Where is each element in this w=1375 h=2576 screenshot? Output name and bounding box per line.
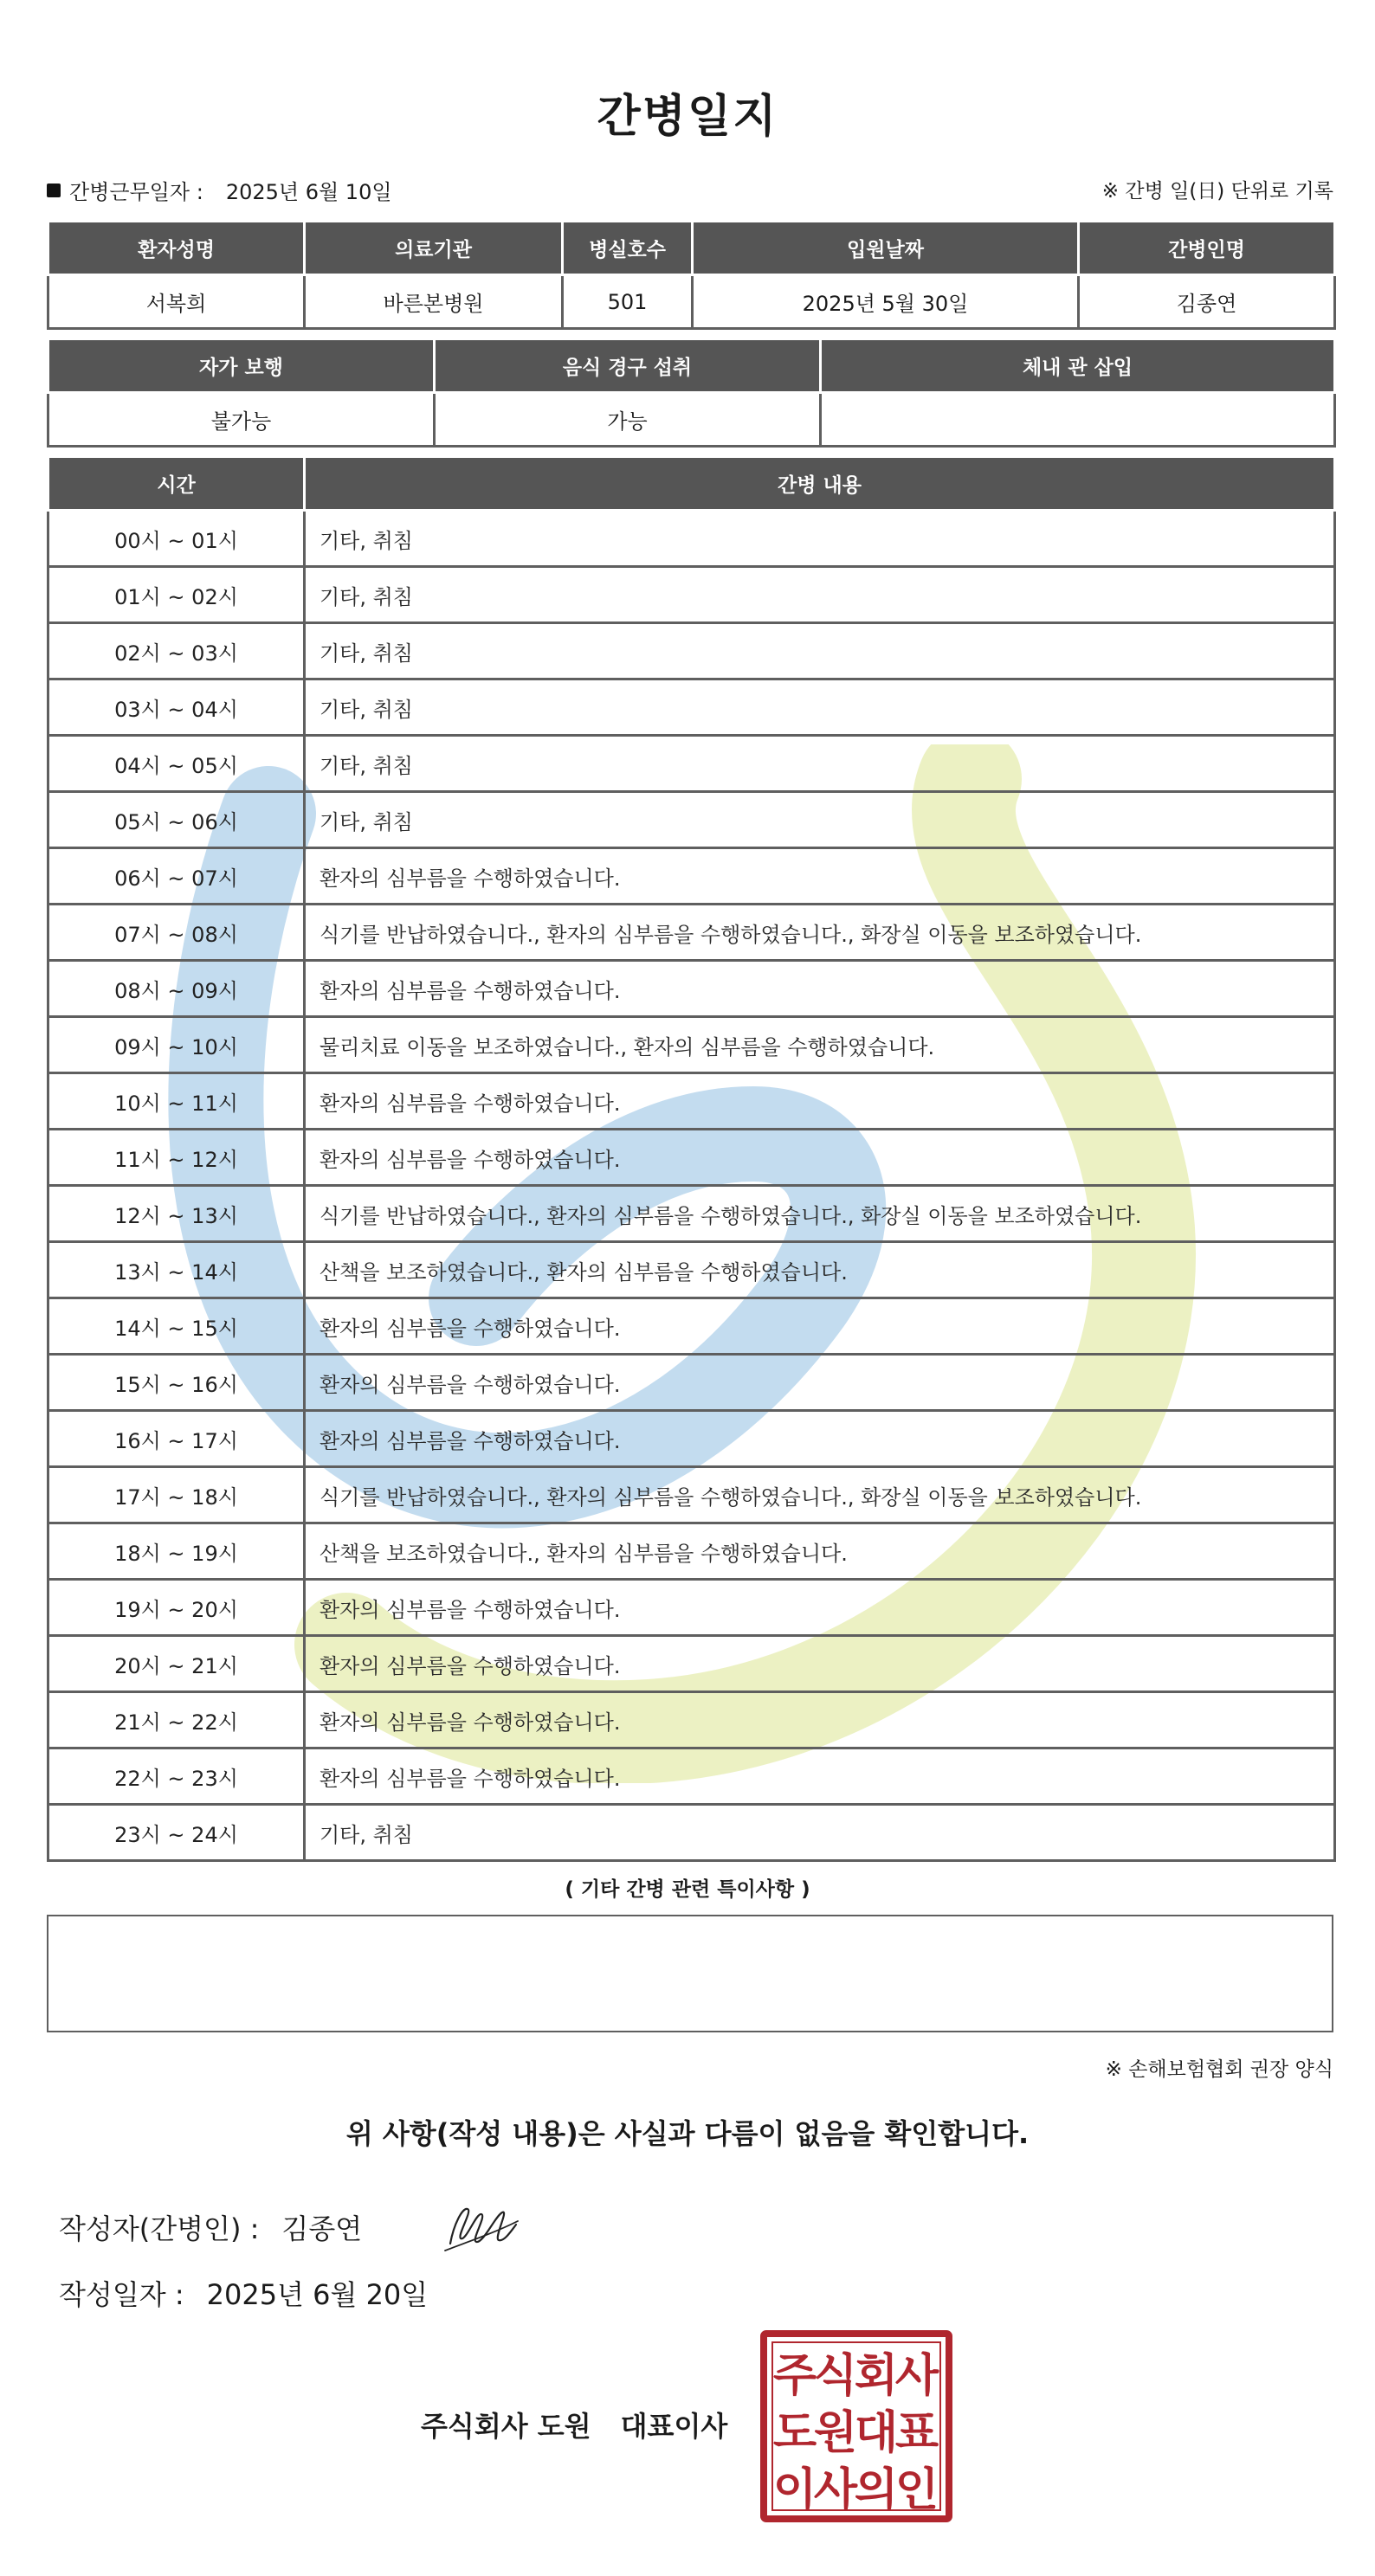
care-log-content: 물리치료 이동을 보조하였습니다., 환자의 심부름을 수행하였습니다. <box>305 1017 1335 1073</box>
care-log-content: 식기를 반납하였습니다., 환자의 심부름을 수행하였습니다., 화장실 이동을 보조하였습니다. <box>305 905 1335 961</box>
seal-glyph: 이 <box>772 2464 817 2516</box>
care-log-time: 07시 ~ 08시 <box>48 905 305 961</box>
care-log-time: 23시 ~ 24시 <box>48 1805 305 1861</box>
notes-box <box>47 1915 1333 2032</box>
patient-info-header-row <box>48 222 1335 275</box>
care-log-row <box>48 1186 1335 1242</box>
care-log-content: 환자의 심부름을 수행하였습니다. <box>305 1073 1335 1130</box>
company-role: 대표이사 <box>620 2410 728 2443</box>
seal-glyph: 표 <box>894 2407 939 2459</box>
patient-info-value-row <box>48 275 1335 329</box>
care-log-time: 00시 ~ 01시 <box>48 511 305 567</box>
meta-row <box>47 175 1333 209</box>
seal-glyph: 의 <box>854 2464 899 2516</box>
care-log-time: 14시 ~ 15시 <box>48 1298 305 1355</box>
care-log-row <box>48 1242 1335 1298</box>
oral-intake-value: 가능 <box>435 393 821 447</box>
care-log-row <box>48 679 1335 736</box>
care-log-time: 21시 ~ 22시 <box>48 1692 305 1748</box>
care-log-row <box>48 1692 1335 1748</box>
care-log-row <box>48 1636 1335 1692</box>
written-date-row <box>59 2273 428 2313</box>
hospital-name: 바른본병원 <box>305 275 563 329</box>
care-log-body <box>48 511 1335 1861</box>
header-hospital: 의료기관 <box>305 222 563 275</box>
care-log-content: 식기를 반납하였습니다., 환자의 심부름을 수행하였습니다., 화장실 이동을 보조하였습니다. <box>305 1467 1335 1523</box>
care-log-row <box>48 1355 1335 1411</box>
care-log-row <box>48 961 1335 1017</box>
care-log-row <box>48 1748 1335 1805</box>
header-room: 병실호수 <box>563 222 693 275</box>
care-log-time: 15시 ~ 16시 <box>48 1355 305 1411</box>
writer-label: 작성자(간병인) : <box>59 2212 260 2245</box>
company-name: 주식회사 도원 <box>421 2410 591 2443</box>
record-note: ※ 간병 일(日) 단위로 기록 <box>1101 180 1333 203</box>
work-date <box>47 175 392 205</box>
seal-glyph: 사 <box>813 2464 858 2516</box>
care-log-time: 09시 ~ 10시 <box>48 1017 305 1073</box>
confirmation-statement: 위 사항(작성 내용)은 사실과 다름이 없음을 확인합니다. <box>345 2117 1030 2150</box>
tube-insertion-value <box>821 393 1335 447</box>
header-care-content: 간병 내용 <box>305 457 1335 511</box>
written-date: 2025년 6월 20일 <box>206 2278 429 2311</box>
care-log-row <box>48 1523 1335 1580</box>
care-log-content: 환자의 심부름을 수행하였습니다. <box>305 1355 1335 1411</box>
patient-status-table <box>47 338 1336 448</box>
care-log-content: 환자의 심부름을 수행하였습니다. <box>305 848 1335 905</box>
care-log-row <box>48 1411 1335 1467</box>
caregiver-name: 김종연 <box>1079 275 1335 329</box>
care-log-row <box>48 905 1335 961</box>
care-log-content: 환자의 심부름을 수행하였습니다. <box>305 961 1335 1017</box>
care-log-row <box>48 567 1335 623</box>
header-admission-date: 입원날짜 <box>693 222 1079 275</box>
care-log-row <box>48 511 1335 567</box>
room-number: 501 <box>563 275 693 329</box>
document-title: 간병일지 <box>597 91 778 143</box>
work-date-label: 간병근무일자 : <box>69 180 203 204</box>
care-log-content: 환자의 심부름을 수행하였습니다. <box>305 1636 1335 1692</box>
care-log-time: 20시 ~ 21시 <box>48 1636 305 1692</box>
care-log-time: 12시 ~ 13시 <box>48 1186 305 1242</box>
notes-title: ( 기타 간병 관련 특이사항 ) <box>565 1878 810 1901</box>
care-log-row <box>48 1017 1335 1073</box>
care-log-time: 22시 ~ 23시 <box>48 1748 305 1805</box>
care-log-time: 11시 ~ 12시 <box>48 1130 305 1186</box>
header-oral-intake: 음식 경구 섭취 <box>435 339 821 393</box>
care-log-row <box>48 1805 1335 1861</box>
care-log-row <box>48 623 1335 679</box>
admission-date: 2025년 5월 30일 <box>693 275 1079 329</box>
care-log-time: 02시 ~ 03시 <box>48 623 305 679</box>
care-log-row <box>48 1580 1335 1636</box>
care-log-header-row <box>48 457 1335 511</box>
care-log-content: 기타, 취침 <box>305 567 1335 623</box>
header-caregiver-name: 간병인명 <box>1079 222 1335 275</box>
care-log-time: 19시 ~ 20시 <box>48 1580 305 1636</box>
care-log-time: 05시 ~ 06시 <box>48 792 305 848</box>
care-log-content: 환자의 심부름을 수행하였습니다. <box>305 1580 1335 1636</box>
seal-glyph: 인 <box>894 2464 939 2516</box>
patient-status-value-row <box>48 393 1335 447</box>
care-log-time: 04시 ~ 05시 <box>48 736 305 792</box>
care-log-content: 환자의 심부름을 수행하였습니다. <box>305 1411 1335 1467</box>
seal-glyph: 사 <box>894 2350 939 2402</box>
care-log-content: 기타, 취침 <box>305 1805 1335 1861</box>
patient-status-header-row <box>48 339 1335 393</box>
header-tube-insertion: 체내 관 삽입 <box>821 339 1335 393</box>
seal-glyph: 식 <box>813 2350 858 2402</box>
written-date-label: 작성일자 : <box>59 2278 184 2311</box>
care-log-row <box>48 1130 1335 1186</box>
seal-glyph: 도 <box>772 2407 817 2459</box>
writer-row <box>59 2207 362 2247</box>
care-log-row <box>48 1073 1335 1130</box>
seal-glyph: 주 <box>772 2350 817 2402</box>
patient-name: 서복희 <box>48 275 305 329</box>
care-log-content: 산책을 보조하였습니다., 환자의 심부름을 수행하였습니다. <box>305 1242 1335 1298</box>
care-log-row <box>48 848 1335 905</box>
care-log-time: 06시 ~ 07시 <box>48 848 305 905</box>
form-note: ※ 손해보험협회 권장 양식 <box>1105 2058 1333 2081</box>
patient-info-table <box>47 220 1336 330</box>
care-log-content: 기타, 취침 <box>305 623 1335 679</box>
header-time: 시간 <box>48 457 305 511</box>
care-log-row <box>48 792 1335 848</box>
square-bullet-icon <box>47 184 61 197</box>
header-patient-name: 환자성명 <box>48 222 305 275</box>
care-log-time: 08시 ~ 09시 <box>48 961 305 1017</box>
care-log-time: 18시 ~ 19시 <box>48 1523 305 1580</box>
care-log-time: 17시 ~ 18시 <box>48 1467 305 1523</box>
care-log-time: 10시 ~ 11시 <box>48 1073 305 1130</box>
care-log-table <box>47 455 1336 1862</box>
company-seal-stamp <box>759 2328 954 2524</box>
care-log-content: 기타, 취침 <box>305 736 1335 792</box>
care-log-content: 산책을 보조하였습니다., 환자의 심부름을 수행하였습니다. <box>305 1523 1335 1580</box>
care-log-content: 기타, 취침 <box>305 511 1335 567</box>
writer-name: 김종연 <box>281 2212 363 2245</box>
seal-glyph: 대 <box>854 2407 899 2459</box>
care-log-content: 식기를 반납하였습니다., 환자의 심부름을 수행하였습니다., 화장실 이동을 보조하였습니다. <box>305 1186 1335 1242</box>
seal-glyph: 회 <box>854 2350 899 2402</box>
header-self-walking: 자가 보행 <box>48 339 435 393</box>
work-date-value: 2025년 6월 10일 <box>225 180 392 204</box>
signature-image <box>442 2190 520 2257</box>
care-log-content: 환자의 심부름을 수행하였습니다. <box>305 1692 1335 1748</box>
care-log-content: 환자의 심부름을 수행하였습니다. <box>305 1298 1335 1355</box>
care-log-time: 01시 ~ 02시 <box>48 567 305 623</box>
self-walking-value: 불가능 <box>48 393 435 447</box>
care-log-content: 환자의 심부름을 수행하였습니다. <box>305 1748 1335 1805</box>
care-log-content: 기타, 취침 <box>305 679 1335 736</box>
care-log-time: 16시 ~ 17시 <box>48 1411 305 1467</box>
care-log-time: 13시 ~ 14시 <box>48 1242 305 1298</box>
care-log-content: 환자의 심부름을 수행하였습니다. <box>305 1130 1335 1186</box>
care-log-row <box>48 1467 1335 1523</box>
care-log-row <box>48 736 1335 792</box>
care-log-row <box>48 1298 1335 1355</box>
care-log-time: 03시 ~ 04시 <box>48 679 305 736</box>
care-log-content: 기타, 취침 <box>305 792 1335 848</box>
seal-glyph: 원 <box>813 2407 858 2459</box>
company-signoff <box>421 2405 727 2444</box>
